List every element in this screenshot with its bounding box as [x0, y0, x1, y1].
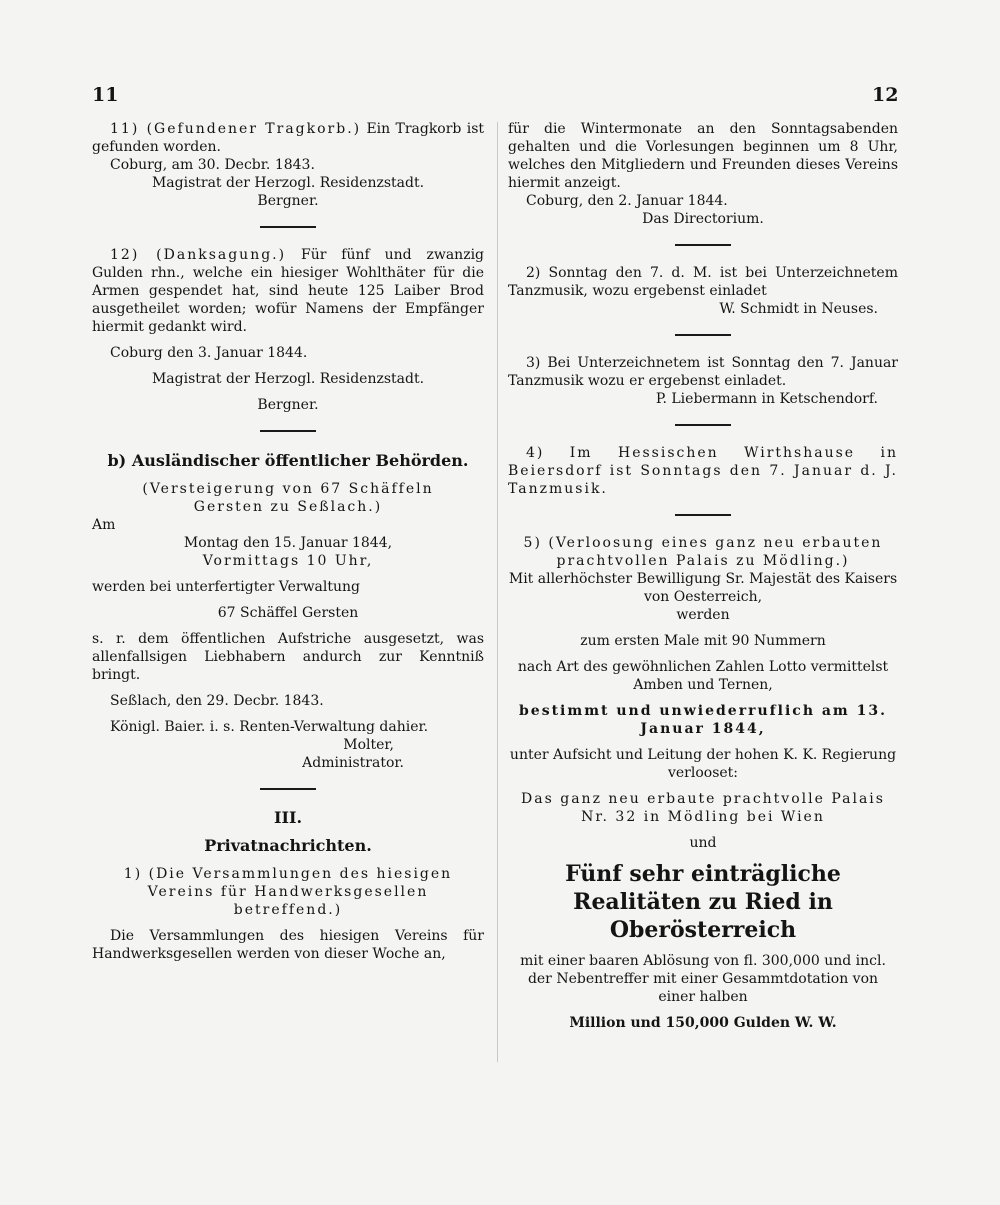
separator-rule — [675, 514, 731, 516]
private-notice-1-title: 1) (Die Versammlungen des hiesigen Vereins für Handwerksgesellen betreffend.) — [123, 866, 453, 918]
separator-rule — [675, 424, 731, 426]
notice-12-signature: Magistrat der Herzogl. Residenzstadt. — [151, 371, 425, 387]
lottery-line-2: werden — [676, 607, 730, 623]
auction-role: Administrator. — [302, 755, 404, 771]
auction-am: Am — [92, 517, 116, 533]
private-notice-1-date: Coburg, den 2. Januar 1844. — [526, 193, 728, 209]
section-title: Privatnachrichten. — [204, 836, 372, 855]
auction-text: s. r. dem öffentlichen Aufstriche ausgesetzt, was allenfallsigen Liebhabern andurch zur Kenntniß bringt. — [92, 631, 484, 683]
spacer — [92, 684, 484, 692]
lottery-line-8: und — [689, 835, 717, 851]
notice-12-date: Coburg den 3. Januar 1844. — [110, 345, 308, 361]
spacer — [92, 827, 484, 835]
separator-rule — [260, 788, 316, 790]
notice-11 — [92, 120, 484, 156]
auction-werden: werden bei unterfertigter Verwaltung — [92, 579, 360, 595]
spacer — [92, 362, 484, 370]
spacer — [508, 1006, 898, 1014]
spacer — [92, 710, 484, 718]
auction-subtitle-1: (Versteigerung von 67 Schäffeln — [142, 481, 434, 497]
lottery-line-4: nach Art des gewöhnlichen Zahlen Lotto vermittelst Amben und Ternen, — [517, 659, 889, 693]
section-b-heading: b) Ausländischer öffentlicher Behörden. — [107, 451, 469, 470]
spacer — [508, 650, 898, 658]
lottery-line-5: bestimmt und unwiederruflich am 13. Januar 1844, — [519, 703, 887, 737]
right-column — [508, 120, 898, 1032]
spacer — [508, 826, 898, 834]
left-column — [92, 120, 484, 963]
notice-11-text: Ein Tragkorb ist gefunden worden. — [92, 121, 484, 155]
private-notice-1-signature: Das Directorium. — [642, 211, 764, 227]
auction-item: 67 Schäffel Gersten — [217, 605, 359, 621]
column-divider — [497, 122, 498, 1062]
spacer — [92, 857, 484, 865]
auction-signature: Königl. Baier. i. s. Renten-Verwaltung dahier. — [110, 719, 429, 735]
lottery-line-3: zum ersten Male mit 90 Nummern — [580, 633, 826, 649]
spacer — [508, 694, 898, 702]
spacer — [92, 596, 484, 604]
notice-11-signature: Magistrat der Herzogl. Residenzstadt. — [151, 175, 425, 191]
spacer — [508, 944, 898, 952]
spacer — [508, 624, 898, 632]
private-notice-5-title: 5) (Verloosung eines ganz neu erbauten prachtvollen Palais zu Mödling.) — [523, 535, 883, 569]
private-notice-4-text: 4) Im Hessischen Wirthshause in Beiersdorf ist Sonntags den 7. Januar d. J. Tanzmusik. — [508, 445, 898, 497]
notice-11-date: Coburg, am 30. Decbr. 1843. — [110, 157, 315, 173]
notice-11-name: Bergner. — [257, 193, 319, 209]
lottery-headline: Fünf sehr einträgliche Realitäten zu Ried in Oberösterreich — [565, 861, 841, 943]
private-notice-1-continued: für die Wintermonate an den Sonntagsabenden gehalten und die Vorlesungen beginnen um 8 Uhr, welches den Mitgliedern und Freunden dieses Vereins hiermit anzeigt. — [508, 121, 898, 191]
lottery-line-1: Mit allerhöchster Bewilligung Sr. Majestät des Kaisers von Oesterreich, — [508, 571, 898, 605]
auction-date: Montag den 15. Januar 1844, — [183, 535, 393, 551]
spacer — [508, 782, 898, 790]
spacer — [508, 852, 898, 860]
spacer — [92, 336, 484, 344]
private-notice-1-text: Die Versammlungen des hiesigen Vereins für Handwerksgesellen werden von dieser Woche an, — [92, 928, 484, 962]
page-number-left: 11 — [92, 84, 119, 106]
private-notice-2-text: 2) Sonntag den 7. d. M. ist bei Unterzeichnetem Tanzmusik, wozu ergebenst einladet — [508, 265, 898, 299]
notice-12-title: 12) (Danksagung.) — [110, 247, 287, 263]
separator-rule — [260, 226, 316, 228]
notice-12-text: Für fünf und zwanzig Gulden rhn., welche ein hiesiger Wohlthäter für die Armen gespendet hat, sind heute 125 Laiber Brod ausgetheilet worden; wofür Namens der Empfänger hiermit gedankt wird. — [92, 247, 485, 335]
spacer — [508, 738, 898, 746]
separator-rule — [260, 430, 316, 432]
private-notice-2-signature: W. Schmidt in Neuses. — [719, 301, 878, 317]
private-notice-3-text: 3) Bei Unterzeichnetem ist Sonntag den 7. Januar Tanzmusik wozu er ergebenst einladet. — [508, 355, 898, 389]
spacer — [92, 919, 484, 927]
spacer — [92, 388, 484, 396]
private-notice-3-signature: P. Liebermann in Ketschendorf. — [655, 391, 878, 407]
auction-time: Vormittags 10 Uhr, — [202, 553, 374, 569]
spacer — [92, 570, 484, 578]
section-number: III. — [273, 808, 303, 827]
auction-name: Molter, — [343, 737, 394, 753]
lottery-line-6: unter Aufsicht und Leitung der hohen K. K. Regierung verlooset: — [509, 747, 897, 781]
lottery-line-9: mit einer baaren Ablösung von fl. 300,000 und incl. der Nebentreffer mit einer Gesammtdotation von einer halben — [520, 953, 886, 1005]
notice-12 — [92, 246, 484, 336]
lottery-line-10: Million und 150,000 Gulden W. W. — [569, 1015, 837, 1031]
lottery-line-7: Das ganz neu erbaute prachtvolle Palais Nr. 32 in Mödling bei Wien — [521, 791, 885, 825]
page-number-right: 12 — [872, 84, 899, 106]
separator-rule — [675, 334, 731, 336]
separator-rule — [675, 244, 731, 246]
notice-11-title: 11) (Gefundener Tragkorb.) — [110, 121, 362, 137]
notice-12-name: Bergner. — [257, 397, 319, 413]
auction-subtitle-2: Gersten zu Seßlach.) — [193, 499, 383, 515]
spacer — [92, 622, 484, 630]
auction-place-date: Seßlach, den 29. Decbr. 1843. — [110, 693, 324, 709]
spacer — [92, 472, 484, 480]
